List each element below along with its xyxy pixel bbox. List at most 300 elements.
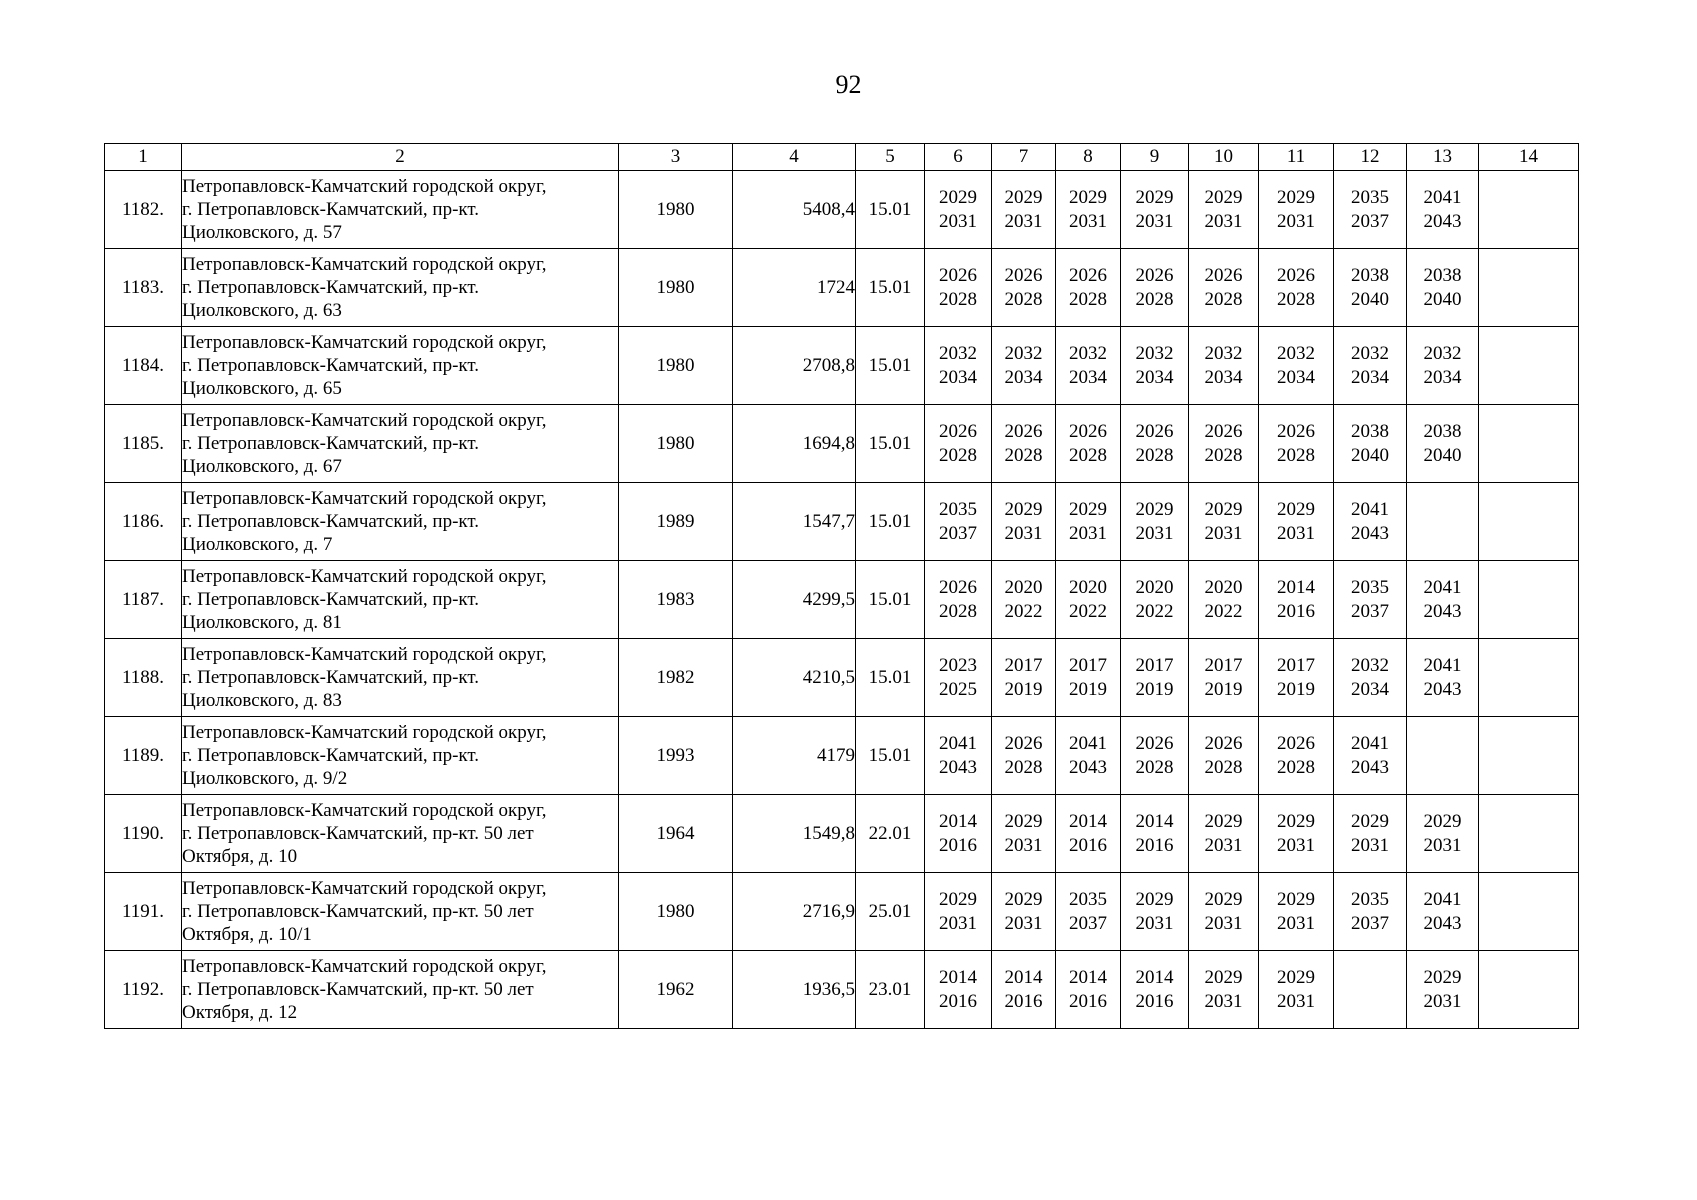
period-end-year: 2034: [1351, 678, 1389, 700]
period-cell: [1189, 483, 1259, 561]
period-cell: [1056, 171, 1121, 249]
period-start-year: 2029: [1204, 498, 1243, 520]
period-cell: [1334, 717, 1407, 795]
period-start-year: 2029: [1204, 888, 1243, 910]
period-end-year: 2043: [1423, 600, 1462, 622]
period-start-year: 2035: [1351, 186, 1389, 208]
period-start-year: 2026: [1069, 420, 1107, 442]
period-end-year: 2040: [1423, 288, 1462, 310]
column-header: 9: [1121, 144, 1189, 171]
period-end-year: 2028: [1004, 756, 1043, 778]
period-start-year: 2026: [1135, 732, 1174, 754]
period-cell: [992, 405, 1056, 483]
period-end-year: 2043: [1069, 756, 1107, 778]
period-cell: [925, 561, 992, 639]
period-cell: [1056, 483, 1121, 561]
period-start-year: 2032: [1351, 342, 1389, 364]
period-cell: [1479, 483, 1579, 561]
period-cell: [1259, 561, 1334, 639]
period-cell: [925, 873, 992, 951]
period-cell: [1479, 327, 1579, 405]
period-end-year: 2043: [1423, 912, 1462, 934]
code-cell: 15.01: [856, 249, 925, 327]
period-start-year: 2029: [1423, 810, 1462, 832]
period-cell: [1056, 639, 1121, 717]
address-line: Петропавловск-Камчатский городской округ,: [182, 800, 547, 821]
page-number: 92: [835, 70, 862, 99]
period-start-year: 2032: [1423, 342, 1462, 364]
row-number-cell: 1182.: [105, 171, 182, 249]
period-start-year: 2026: [1135, 264, 1174, 286]
period-start-year: 2017: [1204, 654, 1243, 676]
address-line: г. Петропавловск-Камчатский, пр-кт. 50 лет: [182, 979, 534, 1000]
period-end-year: 2028: [1204, 288, 1243, 310]
period-start-year: 2029: [939, 186, 977, 208]
period-end-year: 2028: [939, 288, 977, 310]
period-start-year: 2035: [1069, 888, 1107, 910]
address-line: Петропавловск-Камчатский городской округ,: [182, 956, 547, 977]
column-header: 12: [1334, 144, 1407, 171]
period-start-year: 2041: [1423, 654, 1462, 676]
period-cell: [1334, 249, 1407, 327]
period-start-year: 2041: [1351, 732, 1389, 754]
column-number-row: [105, 144, 1579, 171]
year-cell: 1989: [619, 483, 733, 561]
period-start-year: 2041: [1423, 576, 1462, 598]
period-start-year: 2026: [1204, 732, 1243, 754]
period-cell: [1121, 951, 1189, 1029]
period-start-year: 2026: [1277, 420, 1315, 442]
period-start-year: 2038: [1351, 420, 1389, 442]
address-line: Циолковского, д. 65: [182, 378, 342, 399]
period-start-year: 2032: [1004, 342, 1043, 364]
period-cell: [1479, 561, 1579, 639]
period-start-year: 2029: [1004, 186, 1043, 208]
address-line: Циолковского, д. 57: [182, 222, 342, 243]
period-end-year: 2031: [1004, 210, 1043, 232]
code-cell: 15.01: [856, 405, 925, 483]
period-cell: [1407, 171, 1479, 249]
period-end-year: 2031: [1204, 522, 1243, 544]
period-end-year: 2031: [1277, 990, 1315, 1012]
period-cell: [1407, 249, 1479, 327]
area-cell: 4179: [733, 717, 856, 795]
period-end-year: 2016: [1135, 834, 1174, 856]
period-cell: [1056, 795, 1121, 873]
period-cell: [1056, 405, 1121, 483]
period-cell: [925, 249, 992, 327]
row-number-cell: 1191.: [105, 873, 182, 951]
period-start-year: 2035: [939, 498, 977, 520]
address-line: г. Петропавловск-Камчатский, пр-кт.: [182, 355, 480, 376]
period-cell: [1479, 639, 1579, 717]
period-end-year: 2034: [939, 366, 977, 388]
table-row: [105, 483, 1579, 561]
column-header: 3: [619, 144, 733, 171]
period-start-year: 2041: [1423, 888, 1462, 910]
code-cell: 23.01: [856, 951, 925, 1029]
period-end-year: 2016: [939, 834, 977, 856]
period-end-year: 2022: [1135, 600, 1174, 622]
table-row: [105, 873, 1579, 951]
period-start-year: 2032: [1351, 654, 1389, 676]
area-cell: 1547,7: [733, 483, 856, 561]
period-start-year: 2029: [1204, 810, 1243, 832]
area-cell: 2708,8: [733, 327, 856, 405]
area-cell: 5408,4: [733, 171, 856, 249]
period-start-year: 2017: [1004, 654, 1043, 676]
period-start-year: 2017: [1135, 654, 1174, 676]
address-line: Циолковского, д. 67: [182, 456, 342, 477]
code-cell: 25.01: [856, 873, 925, 951]
period-start-year: 2014: [939, 810, 977, 832]
period-cell: [992, 873, 1056, 951]
period-cell: [992, 717, 1056, 795]
period-start-year: 2026: [939, 420, 977, 442]
period-cell: [1259, 405, 1334, 483]
period-end-year: 2022: [1004, 600, 1043, 622]
period-start-year: 2029: [1277, 888, 1315, 910]
period-cell: [1189, 327, 1259, 405]
code-cell: 15.01: [856, 327, 925, 405]
period-start-year: 2029: [1277, 810, 1315, 832]
period-cell: [925, 405, 992, 483]
year-cell: 1964: [619, 795, 733, 873]
period-end-year: 2037: [1069, 912, 1107, 934]
period-end-year: 2028: [1277, 444, 1315, 466]
period-end-year: 2040: [1351, 288, 1389, 310]
address-line: Петропавловск-Камчатский городской округ,: [182, 566, 547, 587]
period-start-year: 2035: [1351, 576, 1389, 598]
period-cell: [1407, 327, 1479, 405]
period-cell: [992, 951, 1056, 1029]
period-start-year: 2020: [1069, 576, 1107, 598]
table-row: [105, 561, 1579, 639]
period-cell: [1056, 951, 1121, 1029]
period-start-year: 2026: [1277, 732, 1315, 754]
period-start-year: 2029: [939, 888, 977, 910]
period-end-year: 2028: [1135, 756, 1174, 778]
row-number-cell: 1189.: [105, 717, 182, 795]
period-cell: [1259, 171, 1334, 249]
area-cell: 4299,5: [733, 561, 856, 639]
row-number-cell: 1187.: [105, 561, 182, 639]
period-end-year: 2019: [1277, 678, 1315, 700]
period-cell: [1189, 639, 1259, 717]
period-cell: [1407, 639, 1479, 717]
period-start-year: 2038: [1351, 264, 1389, 286]
period-end-year: 2034: [1204, 366, 1243, 388]
address-line: г. Петропавловск-Камчатский, пр-кт.: [182, 277, 480, 298]
period-end-year: 2034: [1423, 366, 1462, 388]
period-start-year: 2029: [1423, 966, 1462, 988]
column-header: 1: [105, 144, 182, 171]
period-start-year: 2032: [1135, 342, 1174, 364]
period-end-year: 2031: [1135, 522, 1174, 544]
address-line: Октября, д. 12: [182, 1002, 298, 1023]
period-end-year: 2019: [1135, 678, 1174, 700]
period-end-year: 2040: [1423, 444, 1462, 466]
period-cell: [1189, 951, 1259, 1029]
period-start-year: 2041: [1069, 732, 1107, 754]
year-cell: 1962: [619, 951, 733, 1029]
period-end-year: 2028: [1135, 288, 1174, 310]
year-cell: 1980: [619, 171, 733, 249]
area-cell: 2716,9: [733, 873, 856, 951]
period-cell: [1121, 561, 1189, 639]
period-cell: [1259, 873, 1334, 951]
period-cell: [1189, 249, 1259, 327]
period-start-year: 2038: [1423, 420, 1462, 442]
period-cell: [1479, 795, 1579, 873]
period-end-year: 2037: [1351, 912, 1389, 934]
period-start-year: 2029: [1004, 888, 1043, 910]
code-cell: 15.01: [856, 561, 925, 639]
period-cell: [1407, 795, 1479, 873]
period-start-year: 2035: [1351, 888, 1389, 910]
period-end-year: 2043: [1351, 756, 1389, 778]
period-start-year: 2029: [1069, 498, 1107, 520]
period-cell: [1121, 873, 1189, 951]
period-cell: [1334, 405, 1407, 483]
period-end-year: 2040: [1351, 444, 1389, 466]
period-start-year: 2014: [1135, 966, 1174, 988]
period-start-year: 2026: [1004, 420, 1043, 442]
address-line: г. Петропавловск-Камчатский, пр-кт.: [182, 433, 480, 454]
code-cell: 15.01: [856, 639, 925, 717]
period-start-year: 2017: [1069, 654, 1107, 676]
address-cell: [182, 639, 619, 717]
period-cell: [1259, 249, 1334, 327]
column-header: 10: [1189, 144, 1259, 171]
period-start-year: 2029: [1135, 186, 1174, 208]
period-end-year: 2022: [1204, 600, 1243, 622]
period-cell: [1334, 795, 1407, 873]
period-cell: [1407, 405, 1479, 483]
period-cell: [1479, 951, 1579, 1029]
address-cell: [182, 405, 619, 483]
period-end-year: 2028: [1004, 444, 1043, 466]
period-end-year: 2016: [1135, 990, 1174, 1012]
table-row: [105, 249, 1579, 327]
period-cell: [992, 639, 1056, 717]
row-number-cell: 1190.: [105, 795, 182, 873]
period-end-year: 2028: [1204, 444, 1243, 466]
address-cell: [182, 483, 619, 561]
period-cell: [1407, 717, 1479, 795]
period-start-year: 2014: [1004, 966, 1043, 988]
period-start-year: 2026: [1277, 264, 1315, 286]
period-end-year: 2043: [1351, 522, 1389, 544]
row-number-cell: 1192.: [105, 951, 182, 1029]
address-cell: [182, 327, 619, 405]
period-cell: [1121, 405, 1189, 483]
period-cell: [1056, 327, 1121, 405]
address-line: Циолковского, д. 7: [182, 534, 333, 555]
address-line: г. Петропавловск-Камчатский, пр-кт.: [182, 745, 480, 766]
address-line: г. Петропавловск-Камчатский, пр-кт.: [182, 667, 480, 688]
period-cell: [925, 171, 992, 249]
period-start-year: 2029: [1135, 498, 1174, 520]
period-cell: [1479, 717, 1579, 795]
period-start-year: 2029: [1135, 888, 1174, 910]
period-cell: [992, 561, 1056, 639]
period-end-year: 2031: [1277, 912, 1315, 934]
code-cell: 22.01: [856, 795, 925, 873]
period-start-year: 2026: [1135, 420, 1174, 442]
period-cell: [1479, 249, 1579, 327]
period-cell: [1121, 717, 1189, 795]
period-cell: [1334, 873, 1407, 951]
period-end-year: 2019: [1204, 678, 1243, 700]
period-end-year: 2043: [939, 756, 977, 778]
row-number-cell: 1185.: [105, 405, 182, 483]
column-header: 4: [733, 144, 856, 171]
period-cell: [1334, 483, 1407, 561]
column-header: 14: [1479, 144, 1579, 171]
period-start-year: 2038: [1423, 264, 1462, 286]
period-cell: [1121, 171, 1189, 249]
period-cell: [1189, 405, 1259, 483]
period-cell: [1259, 639, 1334, 717]
period-end-year: 2028: [1069, 288, 1107, 310]
period-end-year: 2025: [939, 678, 977, 700]
address-line: Октября, д. 10: [182, 846, 298, 867]
period-cell: [1334, 561, 1407, 639]
period-end-year: 2037: [939, 522, 977, 544]
address-line: Петропавловск-Камчатский городской округ,: [182, 176, 547, 197]
period-end-year: 2028: [1135, 444, 1174, 466]
period-end-year: 2031: [1423, 834, 1462, 856]
period-start-year: 2014: [1069, 966, 1107, 988]
period-cell: [1334, 327, 1407, 405]
period-start-year: 2020: [1004, 576, 1043, 598]
address-line: Петропавловск-Камчатский городской округ,: [182, 410, 547, 431]
address-cell: [182, 171, 619, 249]
period-cell: [925, 717, 992, 795]
period-end-year: 2031: [1204, 210, 1243, 232]
period-end-year: 2016: [1277, 600, 1315, 622]
period-end-year: 2031: [939, 912, 977, 934]
period-start-year: 2023: [939, 654, 977, 676]
address-line: г. Петропавловск-Камчатский, пр-кт. 50 лет: [182, 823, 534, 844]
table-row: [105, 405, 1579, 483]
period-end-year: 2016: [1069, 834, 1107, 856]
period-cell: [992, 483, 1056, 561]
period-start-year: 2032: [1204, 342, 1243, 364]
year-cell: 1980: [619, 327, 733, 405]
period-end-year: 2031: [1069, 522, 1107, 544]
period-cell: [1121, 483, 1189, 561]
period-cell: [992, 795, 1056, 873]
period-end-year: 2031: [1351, 834, 1389, 856]
period-end-year: 2016: [939, 990, 977, 1012]
period-end-year: 2031: [1423, 990, 1462, 1012]
period-start-year: 2041: [939, 732, 977, 754]
period-cell: [1479, 873, 1579, 951]
period-end-year: 2031: [1204, 834, 1243, 856]
period-end-year: 2016: [1069, 990, 1107, 1012]
period-start-year: 2029: [1277, 498, 1315, 520]
period-end-year: 2034: [1069, 366, 1107, 388]
period-start-year: 2026: [1069, 264, 1107, 286]
period-cell: [992, 249, 1056, 327]
period-cell: [1259, 951, 1334, 1029]
area-cell: 4210,5: [733, 639, 856, 717]
period-start-year: 2032: [1277, 342, 1315, 364]
period-end-year: 2028: [1277, 756, 1315, 778]
period-cell: [1056, 249, 1121, 327]
table-row: [105, 639, 1579, 717]
period-start-year: 2026: [1004, 732, 1043, 754]
period-start-year: 2020: [1135, 576, 1174, 598]
period-cell: [1334, 171, 1407, 249]
code-cell: 15.01: [856, 171, 925, 249]
period-cell: [1259, 717, 1334, 795]
period-cell: [1259, 327, 1334, 405]
area-cell: 1936,5: [733, 951, 856, 1029]
period-cell: [1121, 327, 1189, 405]
period-end-year: 2043: [1423, 678, 1462, 700]
period-end-year: 2028: [939, 444, 977, 466]
year-cell: 1993: [619, 717, 733, 795]
period-end-year: 2031: [1277, 834, 1315, 856]
period-end-year: 2028: [1204, 756, 1243, 778]
column-header: 11: [1259, 144, 1334, 171]
column-header: 6: [925, 144, 992, 171]
year-cell: 1980: [619, 405, 733, 483]
period-start-year: 2026: [1204, 420, 1243, 442]
address-line: Циолковского, д. 9/2: [182, 768, 348, 789]
address-line: Октября, д. 10/1: [182, 924, 312, 945]
period-start-year: 2026: [1204, 264, 1243, 286]
period-end-year: 2031: [939, 210, 977, 232]
period-end-year: 2019: [1004, 678, 1043, 700]
period-end-year: 2019: [1069, 678, 1107, 700]
table-row: [105, 795, 1579, 873]
period-start-year: 2029: [1277, 186, 1315, 208]
period-start-year: 2020: [1204, 576, 1243, 598]
period-cell: [1259, 483, 1334, 561]
address-line: Циолковского, д. 81: [182, 612, 342, 633]
period-start-year: 2026: [939, 576, 977, 598]
period-cell: [1407, 951, 1479, 1029]
period-cell: [1334, 639, 1407, 717]
period-start-year: 2032: [939, 342, 977, 364]
period-cell: [925, 795, 992, 873]
period-start-year: 2041: [1423, 186, 1462, 208]
period-start-year: 2014: [939, 966, 977, 988]
area-cell: 1694,8: [733, 405, 856, 483]
address-line: Циолковского, д. 63: [182, 300, 342, 321]
year-cell: 1980: [619, 873, 733, 951]
period-end-year: 2031: [1277, 210, 1315, 232]
period-cell: [992, 171, 1056, 249]
year-cell: 1980: [619, 249, 733, 327]
code-cell: 15.01: [856, 717, 925, 795]
period-end-year: 2034: [1004, 366, 1043, 388]
area-cell: 1549,8: [733, 795, 856, 873]
period-cell: [1334, 951, 1407, 1029]
period-end-year: 2034: [1351, 366, 1389, 388]
period-cell: [1479, 405, 1579, 483]
period-end-year: 2034: [1277, 366, 1315, 388]
period-end-year: 2043: [1423, 210, 1462, 232]
period-end-year: 2031: [1004, 834, 1043, 856]
period-cell: [925, 639, 992, 717]
period-end-year: 2028: [1277, 288, 1315, 310]
period-cell: [1189, 795, 1259, 873]
